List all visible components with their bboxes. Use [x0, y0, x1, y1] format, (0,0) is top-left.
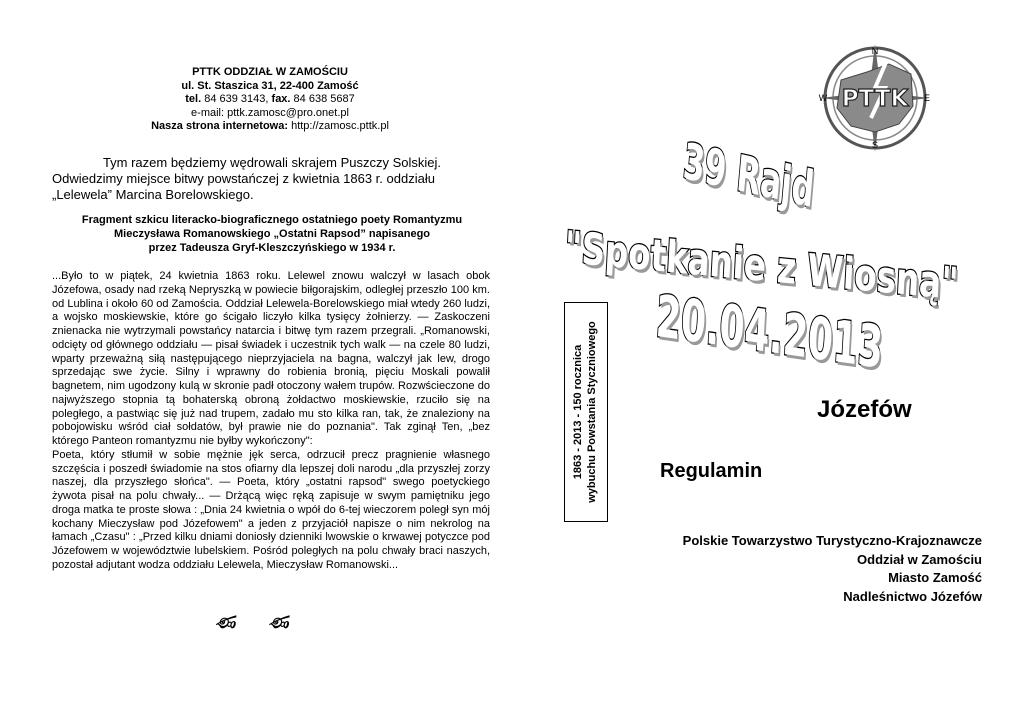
intro-line-2: Odwiedzimy miejsce bitwy powstańczej z kwietnia 1863 r. oddziału [52, 171, 435, 186]
fragment-heading [52, 213, 492, 255]
org-address: ul. St. Staszica 31, 22-400 Zamość [181, 79, 359, 92]
organizer-item: Miasto Zamość [888, 570, 982, 585]
story-text [52, 270, 490, 573]
rally-title: 39 Rajd [680, 132, 817, 219]
organizer-item: Nadleśnictwo Józefów [843, 588, 982, 604]
document-type: Regulamin [660, 460, 763, 482]
phone-line [120, 93, 420, 107]
fragment-line-3: przez Tadeusza Gryf-Kleszczyńskiego w 1934 r. [148, 242, 396, 254]
story-paragraph-1: ...Było to w piątek, 24 kwietnia 1863 roku. Lelewel znowu walczył w lasach obok Józefowa, osady nad rzeką Nepryszką w powiecie biłgorajskim, odległej przeszło 100 km. od Lublina i około 60 od Zamościa. Oddział Lelewela-Borelowskiego miał wtedy 260 ludzi, a wojsko moskiewskie, które go ścigało liczyło kilka tysięcy żołnierzy. — Zaskoczeni znienacka nie wytrzymali powstańcy natarcia i bitwę tym razem przegrali. „Romanowski, odcięty od głównego oddziału — pisał świadek i uczestnik tych walk — na czele 80 ludzi, wparty przeważną siłą następującego nieprzyjaciela na bagna, walczył jak lew, drogo sprzedając swe życie. Silny i wprawny do robienia bronią, pięciu Moskali powalił bagnetem, nim ugodzony kulą w skronie padł otoczony wałem trupów. Rozwścieczone do najwyższego stopnia tą bohaterską obroną żołdactwo moskiewskie, rzuciło się na poległego, a pastwiąc się już nad trupem, zadało mu sto kilka ran, tak, że znaleziony na pobojowisku wśród ciał sołdatów, był prawie nie do poznania". Tak zginął Ten, „bez którego Panteon romantyzmu nie byłby wykończony": [52, 270, 490, 447]
fragment-line-1: Fragment szkicu literacko-biograficznego ostatniego poety Romantyzmu [81, 214, 463, 226]
story-paragraph-2: Poeta, który stłumił w sobie mężnie jęk serca, odrzucił precz pragnienie własnego szczęścia i poszedł świadomie na stos ofiarny dla lepszej doli narodu „dla przyszłej zorzy naszej, dla przyszłego słońca". — Poeta, który „ostatni rapsod" swego poetyckiego żywota pisał na polu chwały... — Drżącą więc ręką zapisuje w swym pamiętniku jego droga matka te proste słowa : „Dnia 24 kwietnia o wpół do 6-tej wieczorem poległ syn mój kochany Mieczysław pod Józefowem" a jeden z przyjaciół napisze o nim nekrolog na łamach „Czasu" : „Przed kilku dniami doniosły dzienniki lwowskie o krwawej potyczce pod Józefowem w województwie lubelskiem. Pośród poległych na polu chwały braci naszych, pozostał adjutant wodza oddziału Lelewela, Mieczysław Romanowski... [52, 448, 490, 571]
website-value: http://zamosc.pttk.pl [288, 120, 389, 132]
website-line [120, 120, 420, 134]
org-name: PTTK ODDZIAŁ W ZAMOŚCIU [192, 66, 348, 78]
compass-south: S [871, 140, 879, 150]
intro-line-1: Tym razem będziemy wędrowali skrajem Puszczy Solskiej. [102, 155, 442, 170]
compass-west: W [818, 93, 828, 103]
pttk-compass-logo [815, 44, 937, 152]
event-place: Józefów [817, 396, 912, 423]
anniversary-text [565, 303, 607, 521]
website-label: Nasza strona internetowa: [151, 120, 289, 132]
compass-east: E [923, 93, 931, 103]
organizer-item: Polskie Towarzystwo Turystyczno-Krajoznawcze [682, 533, 982, 548]
anniversary-box [564, 302, 608, 522]
tel-value: 84 639 3143, [201, 93, 269, 105]
fragment-line-2: Mieczysława Romanowskiego „Ostatni Rapsod” napisanego [113, 228, 431, 240]
email-line: e-mail: pttk.zamosc@pro.onet.pl [191, 106, 349, 119]
rally-date: 20.04.2013 [654, 282, 885, 382]
organizers-list [622, 532, 982, 606]
tel-label: tel. [185, 93, 202, 105]
anniversary-line-2: wybuchu Powstania Styczniowego [586, 321, 598, 503]
fax-label: fax. [268, 93, 291, 105]
ornament-glyphs: ණ ණ [215, 612, 303, 632]
pttk-address-header [120, 66, 420, 134]
organizer-item: Oddział w Zamościu [857, 551, 982, 567]
pttk-logo [815, 44, 937, 152]
intro-line-3: „Lelewela” Marcina Borelowskiego. [52, 187, 254, 202]
rally-subtitle: "Spotkanie z Wiosną" [563, 222, 960, 311]
fax-value: 84 638 5687 [290, 93, 355, 105]
anniversary-line-1: 1863 - 2013 - 150 rocznica [572, 344, 584, 480]
logo-text: PTTK [841, 86, 909, 112]
compass-north: N [871, 46, 879, 56]
intro-paragraph [52, 155, 492, 203]
